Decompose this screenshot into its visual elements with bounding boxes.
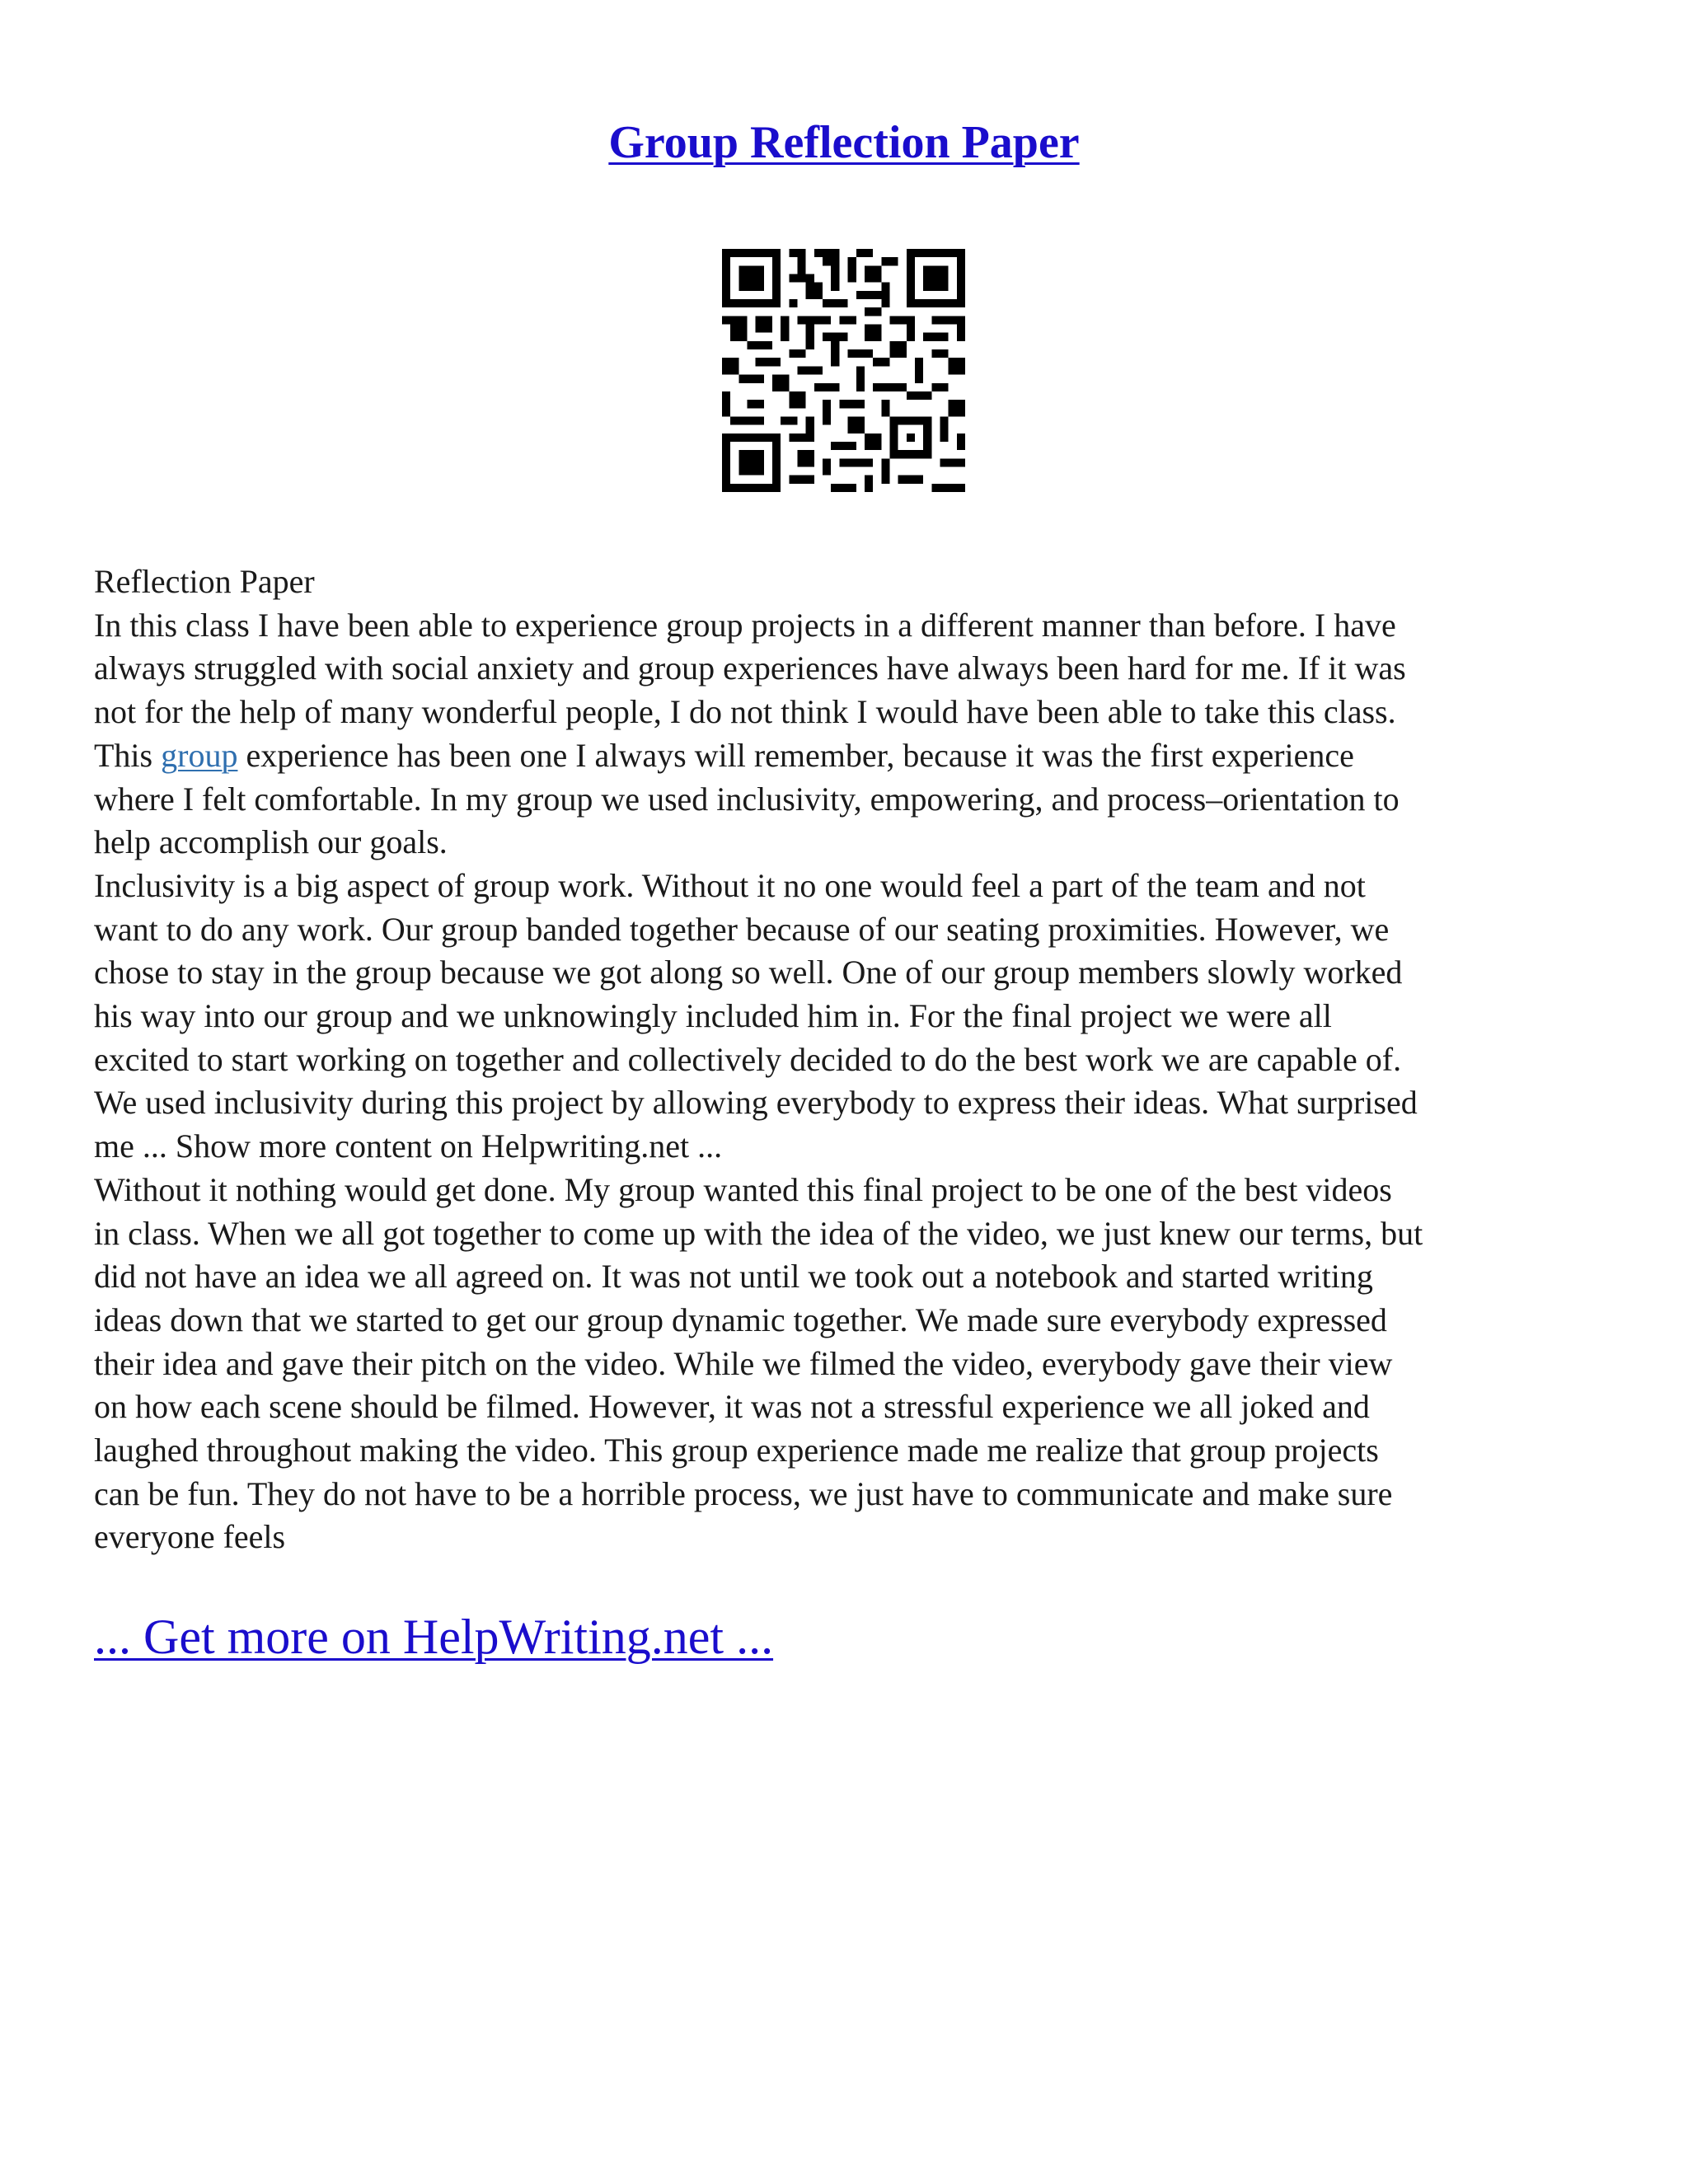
- group-link[interactable]: group: [161, 736, 238, 774]
- paragraph-3-line: can be fun. They do not have to be a horrible process, we just have to communicate and make sure: [94, 1474, 1393, 1512]
- paragraph-2-line: want to do any work. Our group banded together because of our seating proximities. However, we: [94, 910, 1390, 948]
- paragraph-2-line: We used inclusivity during this project by allowing everybody to express their ideas. What surprised: [94, 1084, 1418, 1122]
- paragraph-2-line: his way into our group and we unknowingly included him in. For the final project we were all: [94, 997, 1332, 1035]
- paragraph-3-line: everyone feels: [94, 1518, 286, 1556]
- paragraph-2-line: Inclusivity is a big aspect of group work. Without it no one would feel a part of the team and not: [94, 866, 1366, 904]
- paragraph-3-line: laughed throughout making the video. This group experience made me realize that group projects: [94, 1432, 1379, 1469]
- paragraph-2-line: excited to start working on together and collectively decided to do the best work we are capable of.: [94, 1040, 1402, 1078]
- text-fragment: This: [94, 736, 162, 774]
- section-heading: Reflection Paper: [94, 563, 315, 600]
- paragraph-1-line: help accomplish our goals.: [94, 823, 448, 861]
- paragraph-3-line: ideas down that we started to get our group dynamic together. We made sure everybody expressed: [94, 1301, 1387, 1338]
- paragraph-3-line: their idea and gave their pitch on the video. While we filmed the video, everybody gave their view: [94, 1344, 1393, 1382]
- paragraph-2-line: me ... Show more content on Helpwriting.net ...: [94, 1127, 723, 1165]
- paragraph-1-line-with-link: [94, 734, 1611, 778]
- paragraph-1-line: where I felt comfortable. In my group we used inclusivity, empowering, and process–orientation to: [94, 780, 1400, 818]
- paragraph-3-line: in class. When we all got together to come up with the idea of the video, we just knew our terms, but: [94, 1214, 1423, 1252]
- text-fragment: experience has been one I always will remember, because it was the first experience: [237, 736, 1354, 774]
- paragraph-3-line: on how each scene should be filmed. However, it was not a stressful experience we all joked and: [94, 1388, 1370, 1426]
- paragraph-3-line: Without it nothing would get done. My group wanted this final project to be one of the best videos: [94, 1170, 1392, 1208]
- paragraph-1-line: always struggled with social anxiety and group experiences have always been hard for me. If it was: [94, 649, 1406, 687]
- get-more-link[interactable]: ... Get more on HelpWriting.net ...: [94, 1610, 774, 1664]
- paragraph-1-line: not for the help of many wonderful people, I do not think I would have been able to take this class.: [94, 693, 1396, 731]
- body-text: [94, 560, 1611, 1559]
- paragraph-3-line: did not have an idea we all agreed on. It was not until we took out a notebook and started writing: [94, 1258, 1373, 1296]
- title-link[interactable]: Group Reflection Paper: [608, 117, 1080, 168]
- qr-code-icon: [722, 249, 965, 492]
- get-more-container: [94, 1607, 773, 1666]
- paragraph-1-line: In this class I have been able to experience group projects in a different manner than before. I have: [94, 606, 1396, 644]
- page-title: [0, 114, 1688, 171]
- paragraph-2-line: chose to stay in the group because we got along so well. One of our group members slowly worked: [94, 954, 1403, 991]
